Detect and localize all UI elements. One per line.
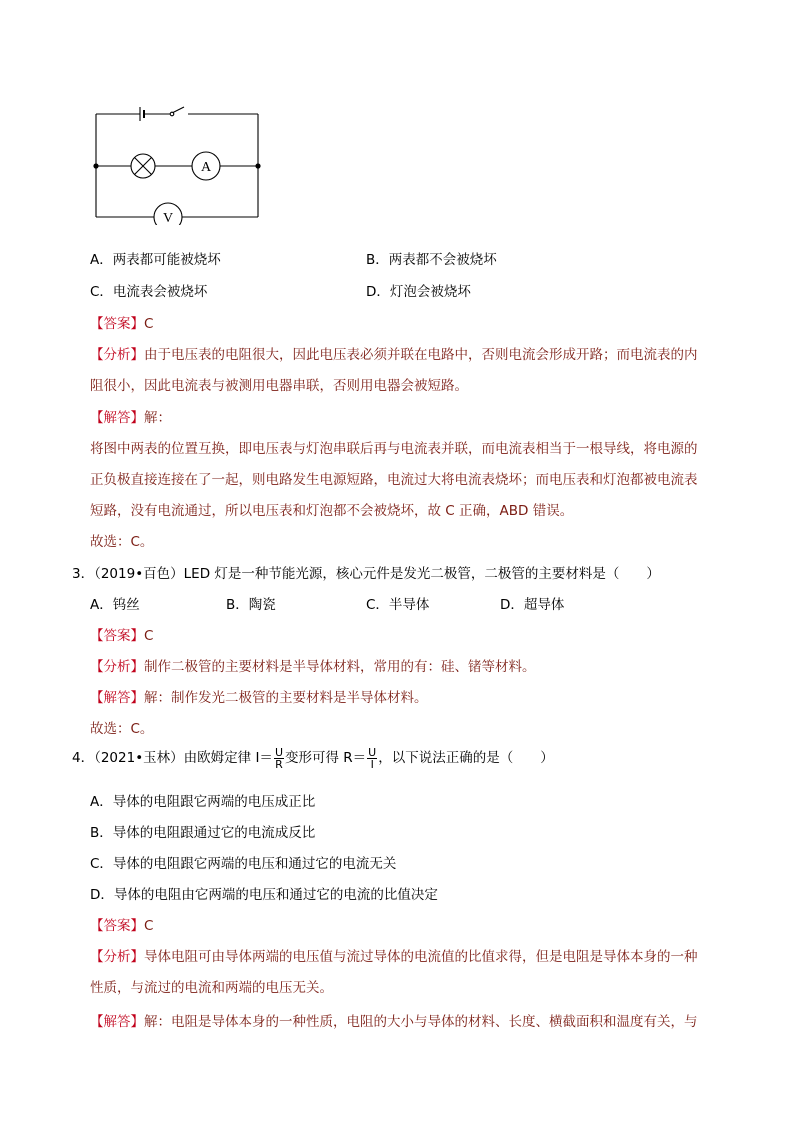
analysis-text: 导体电阻可由导体两端的电压值与流过导体的电流值的比值求得，但是电阻是导体本身的一种 [144, 949, 698, 965]
fraction-numerator: U [368, 745, 377, 759]
fraction-u-over-i [367, 747, 377, 770]
q3-option-d: D．超导体 [500, 597, 565, 613]
q4-option-a: A．导体的电阻跟它两端的电压成正比 [90, 794, 316, 810]
q3-option-a: A．钨丝 [90, 597, 140, 613]
q4-stem [72, 746, 554, 770]
q4-solution-line1 [90, 1010, 698, 1030]
analysis-tag: 【分析】 [90, 949, 144, 965]
q4-option-c: C．导体的电阻跟它两端的电压和通过它的电流无关 [90, 856, 397, 872]
solution-tag: 【解答】 [90, 1014, 144, 1030]
solution-text: 解：制作发光二极管的主要材料是半导体材料。 [144, 690, 428, 706]
q4-answer-line [90, 914, 153, 934]
ammeter-label: A [200, 160, 212, 175]
q4-stem-prefix: 4．（2021•玉林）由欧姆定律 I＝ [72, 750, 273, 766]
q4-stem-suffix: ，以下说法正确的是（ ） [378, 750, 554, 766]
fraction-denominator: R [275, 757, 283, 771]
solution-text: 解：电阻是导体本身的一种性质，电阻的大小与导体的材料、长度、横截面积和温度有关，与 [144, 1014, 698, 1030]
q2-option-b: B．两表都不会被烧坏 [366, 252, 497, 268]
q3-stem: 3．（2019•百色）LED 灯是一种节能光源，核心元件是发光二极管，二极管的主要材料是（ ） [72, 566, 660, 582]
answer-value: C [144, 628, 154, 644]
analysis-text: 制作二极管的主要材料是半导体材料，常用的有：硅、锗等材料。 [144, 659, 536, 675]
q4-option-d: D．导体的电阻由它两端的电压和通过它的电流的比值决定 [90, 887, 438, 903]
q2-option-d: D．灯泡会被烧坏 [366, 284, 471, 300]
answer-value: C [144, 316, 154, 332]
q2-analysis-line1 [90, 343, 698, 363]
analysis-tag: 【分析】 [90, 347, 144, 363]
q3-final-answer: 故选：C。 [90, 721, 154, 737]
answer-tag: 【答案】 [90, 316, 144, 332]
fraction-denominator: I [370, 757, 374, 771]
q2-solution-head [90, 406, 171, 426]
q4-analysis-line1 [90, 945, 698, 965]
fraction-numerator: U [274, 745, 283, 759]
junction-dot-right [255, 163, 260, 168]
q4-stem-mid: 变形可得 R＝ [285, 750, 367, 766]
q2-analysis-line2: 阻很小，因此电流表与被测用电器串联，否则用电器会被短路。 [90, 378, 468, 394]
q4-analysis-line2: 性质，与流过的电流和两端的电压无关。 [90, 980, 333, 996]
circuit-diagram [88, 100, 268, 225]
junction-dot-left [93, 163, 98, 168]
analysis-tag: 【分析】 [90, 659, 144, 675]
answer-value: C [144, 918, 154, 934]
answer-tag: 【答案】 [90, 628, 144, 644]
q3-answer-line [90, 624, 153, 644]
answer-tag: 【答案】 [90, 918, 144, 934]
q2-answer-line [90, 312, 153, 332]
q3-option-c: C．半导体 [366, 597, 430, 613]
q2-solution-line3: 短路，没有电流通过，所以电压表和灯泡都不会被烧坏，故 C 正确，ABD 错误。 [90, 503, 574, 519]
q2-option-a: A．两表都可能被烧坏 [90, 252, 221, 268]
q3-solution-line [90, 686, 428, 706]
q2-solution-line1: 将图中两表的位置互换，即电压表与灯泡串联后再与电流表并联，而电流表相当于一根导线，将电源的 [90, 441, 698, 457]
solution-tag: 【解答】 [90, 690, 144, 706]
q3-option-b: B．陶瓷 [226, 597, 276, 613]
q2-final-answer: 故选：C。 [90, 534, 154, 550]
q2-option-c: C．电流表会被烧坏 [90, 284, 208, 300]
analysis-text: 由于电压表的电阻很大，因此电压表必须并联在电路中，否则电流会形成开路；而电流表的内 [144, 347, 698, 363]
q4-option-b: B．导体的电阻跟通过它的电流成反比 [90, 825, 316, 841]
fraction-u-over-r [274, 747, 284, 770]
voltmeter-label: V [162, 211, 174, 225]
solution-tag: 【解答】 [90, 410, 144, 426]
solution-head-text: 解： [144, 410, 171, 426]
q3-analysis-line [90, 655, 536, 675]
q2-solution-line2: 正负极直接连接在了一起，则电路发生电源短路，电流过大将电流表烧坏；而电压表和灯泡都被电流表 [90, 472, 698, 488]
